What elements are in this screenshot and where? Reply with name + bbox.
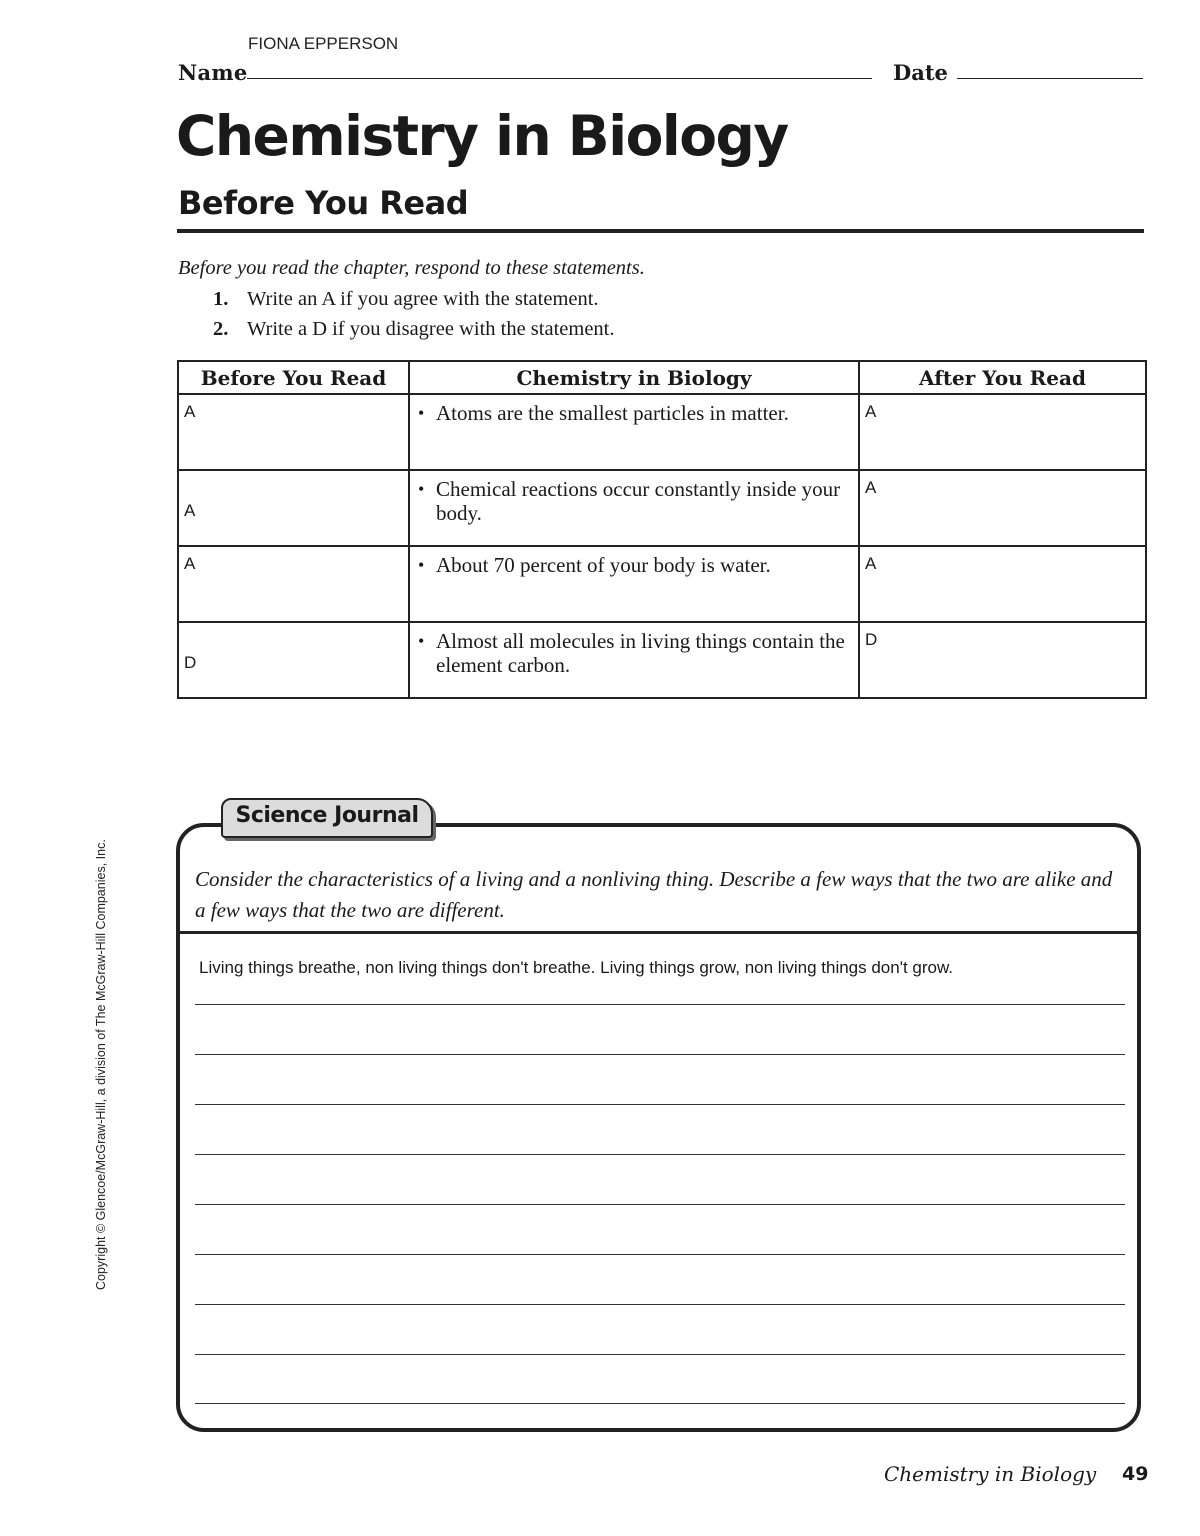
statement-cell [409,394,859,470]
statement-text: About 70 percent of your body is water. [436,553,771,577]
table-row [178,546,1146,622]
writing-line[interactable] [195,1104,1125,1105]
copyright-notice: Copyright © Glencoe/McGraw-Hill, a division of The McGraw-Hill Companies, Inc. [94,839,108,1290]
after-response: A [865,554,877,573]
instruction-number: 2. [213,318,229,340]
before-response: D [184,653,197,672]
footer-title: Chemistry in Biology [884,1462,1097,1486]
bullet-icon: • [418,555,425,575]
page-number: 49 [1122,1463,1149,1485]
after-response: A [865,402,877,421]
date-label: Date [893,60,948,85]
before-response: A [184,402,196,421]
statement-text: Chemical reactions occur constantly inside your body. [436,477,841,525]
title-divider [177,229,1144,233]
after-response-cell[interactable] [859,622,1146,698]
statement-text: Almost all molecules in living things contain the element carbon. [436,629,845,677]
bullet-icon: • [418,631,425,651]
table-row [178,470,1146,546]
date-field-line[interactable] [957,78,1143,79]
writing-line[interactable] [195,1254,1125,1255]
table-header-row [178,361,1146,394]
science-journal-label: Science Journal [235,803,419,828]
journal-answer[interactable]: Living things breathe, non living things don't breathe. Living things grow, non living things don't grow. [199,958,954,977]
writing-line[interactable] [195,1403,1125,1404]
before-response: A [184,501,196,520]
bullet-icon: • [418,403,425,423]
writing-line[interactable] [195,1354,1125,1355]
instruction-text: Write a D if you disagree with the statement. [247,318,615,340]
column-header-statement: Chemistry in Biology [409,361,859,394]
table-row [178,394,1146,470]
after-response-cell[interactable] [859,470,1146,546]
before-response-cell[interactable] [178,546,409,622]
writing-line[interactable] [195,1004,1125,1005]
journal-prompt: Consider the characteristics of a living and a nonliving thing. Describe a few ways that the two are alike and a few ways that the two are different. [195,867,1113,922]
science-journal-tab [221,798,433,838]
before-response-cell[interactable] [178,394,409,470]
section-title: Before You Read [178,184,469,222]
column-header-before: Before You Read [178,361,409,394]
instructions-intro: Before you read the chapter, respond to these statements. [178,257,645,279]
name-field-line[interactable] [247,78,872,79]
writing-line[interactable] [195,1054,1125,1055]
instruction-number: 1. [213,288,229,310]
name-label: Name [178,60,248,85]
prompt-divider [178,931,1139,934]
statement-text: Atoms are the smallest particles in matter. [436,401,789,425]
student-name: FIONA EPPERSON [248,34,399,53]
after-response: A [865,478,877,497]
after-response: D [865,630,878,649]
statements-table [177,360,1147,699]
page-title: Chemistry in Biology [176,104,788,168]
statement-cell [409,622,859,698]
statement-cell [409,546,859,622]
bullet-icon: • [418,479,425,499]
writing-line[interactable] [195,1204,1125,1205]
before-response: A [184,554,196,573]
after-response-cell[interactable] [859,394,1146,470]
table-row [178,622,1146,698]
statement-cell [409,470,859,546]
writing-line[interactable] [195,1304,1125,1305]
after-response-cell[interactable] [859,546,1146,622]
before-response-cell[interactable] [178,470,409,546]
before-response-cell[interactable] [178,622,409,698]
instruction-text: Write an A if you agree with the statement. [247,288,599,310]
writing-line[interactable] [195,1154,1125,1155]
column-header-after: After You Read [859,361,1146,394]
